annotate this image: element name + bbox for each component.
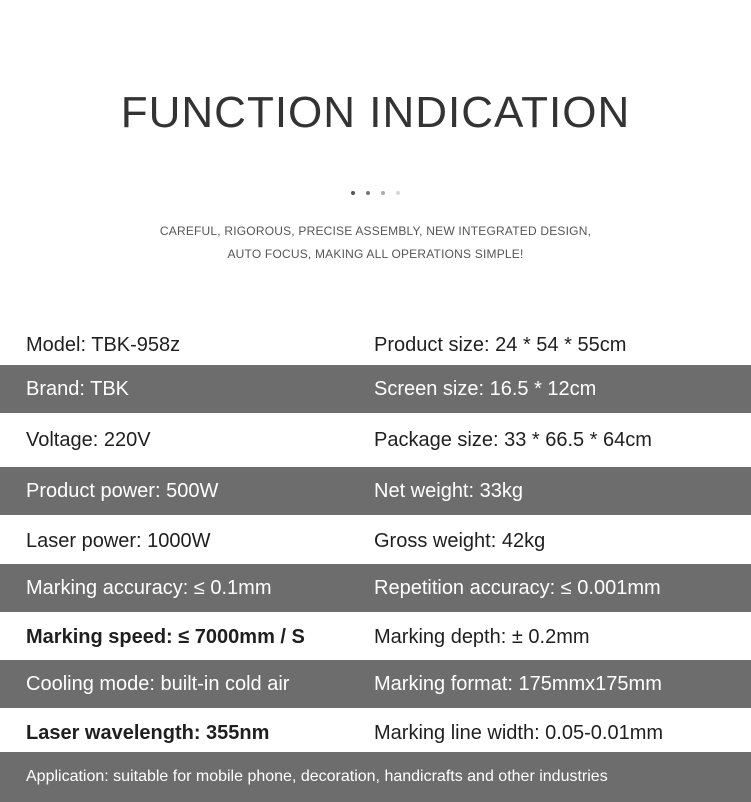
- dot-3: [381, 191, 385, 195]
- spec-right: Gross weight: 42kg: [374, 529, 546, 552]
- spec-right: Repetition accuracy: ≤ 0.001mm: [374, 576, 661, 599]
- subtitle-line-1: CAREFUL, RIGOROUS, PRECISE ASSEMBLY, NEW INTEGRATED DESIGN,: [159, 224, 592, 238]
- spec-right: Marking depth: ± 0.2mm: [374, 625, 590, 648]
- spec-row: [0, 517, 751, 565]
- decorative-dots: [0, 191, 751, 195]
- spec-left: Model: TBK-958z: [26, 333, 181, 356]
- dot-1: [351, 191, 355, 195]
- spec-row: [0, 365, 751, 413]
- spec-row: [0, 660, 751, 708]
- dot-2: [366, 191, 370, 195]
- spec-row: [0, 416, 751, 464]
- spec-row: [0, 564, 751, 612]
- spec-row: [0, 321, 751, 369]
- spec-right: Screen size: 16.5 * 12cm: [374, 377, 597, 400]
- spec-row: [0, 613, 751, 661]
- application-bar: [0, 752, 751, 802]
- spec-left: Marking accuracy: ≤ 0.1mm: [26, 576, 272, 599]
- spec-left: Cooling mode: built-in cold air: [26, 672, 290, 695]
- spec-left: Brand: TBK: [26, 377, 130, 400]
- dot-4: [396, 191, 400, 195]
- page-title: FUNCTION INDICATION: [120, 88, 631, 137]
- spec-row: [0, 467, 751, 515]
- spec-left: Laser wavelength: 355nm: [26, 721, 270, 744]
- spec-left: Product power: 500W: [26, 479, 219, 502]
- spec-right: Marking line width: 0.05-0.01mm: [374, 721, 664, 744]
- spec-right: Product size: 24 * 54 * 55cm: [374, 333, 627, 356]
- spec-left: Marking speed: ≤ 7000mm / S: [26, 625, 305, 648]
- spec-left: Voltage: 220V: [26, 428, 151, 451]
- spec-left: Laser power: 1000W: [26, 529, 211, 552]
- spec-right: Package size: 33 * 66.5 * 64cm: [374, 428, 652, 451]
- subtitle-line-2: AUTO FOCUS, MAKING ALL OPERATIONS SIMPLE!: [227, 247, 524, 261]
- spec-right: Net weight: 33kg: [374, 479, 523, 502]
- spec-row: [0, 709, 751, 757]
- application-text: Application: suitable for mobile phone, decoration, handicrafts and other industries: [26, 768, 608, 785]
- spec-right: Marking format: 175mmx175mm: [374, 672, 662, 695]
